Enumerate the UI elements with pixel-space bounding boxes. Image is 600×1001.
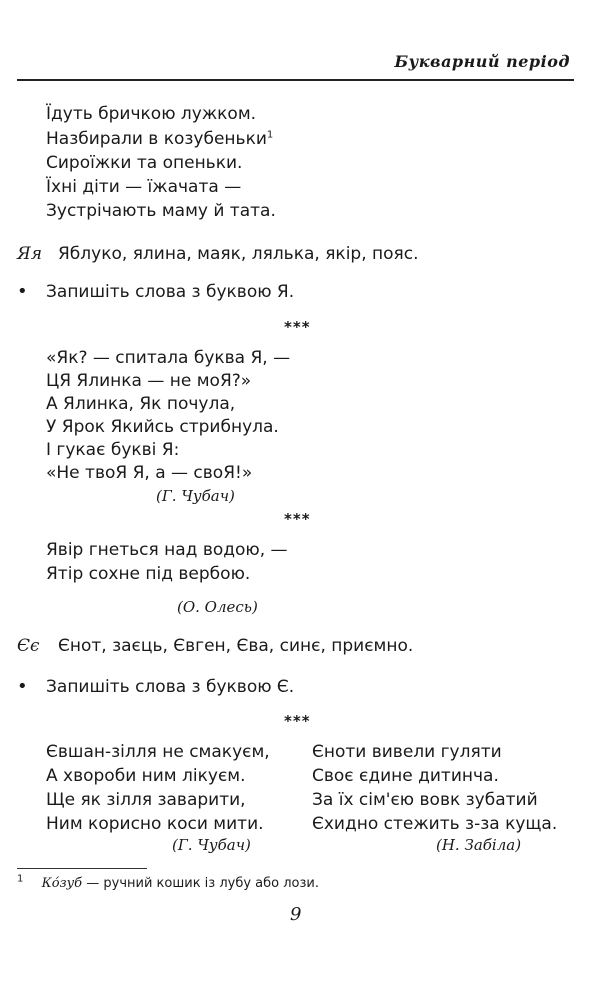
task-bullet: • [17, 281, 28, 302]
task-ya: Запишіть слова з буквою Я. [46, 282, 295, 302]
footnote-number: 1 [17, 873, 24, 885]
poem2-line: ЦЯ Ялинка — не моЯ?» [46, 371, 252, 391]
letter-marker-ye: Єє [17, 636, 40, 656]
poem4-author: (Г. Чубач) [172, 836, 251, 854]
poem3-line: Явір гнеться над водою, — [46, 540, 288, 560]
page-number: 9 [290, 904, 302, 925]
footnote-rule [17, 868, 147, 869]
separator-stars: *** [284, 712, 311, 730]
letter-marker-ya: Яя [17, 244, 42, 264]
poem2-line: У Ярок Якийсь стрибнула. [46, 417, 279, 437]
poem2-line: А Ялинка, Як почула, [46, 394, 236, 414]
footnote [17, 873, 320, 891]
separator-stars: *** [284, 510, 311, 528]
poem1-line-text: Назбирали в козубеньки [46, 129, 267, 149]
poem1-line: Зустрічають маму й тата. [46, 201, 276, 221]
poem1-line: Їдуть бричкою лужком. [46, 104, 257, 124]
poem5-line: За їх сім'єю вовк зубатий [312, 790, 538, 810]
task-bullet: • [17, 676, 28, 697]
poem1-line: Сироїжки та опеньки. [46, 153, 243, 173]
poem5-author: (Н. Забіла) [436, 836, 522, 854]
poem3-line: Ятір сохне під вербою. [46, 564, 251, 584]
example-words-ya: Яблуко, ялина, маяк, лялька, якір, пояс. [58, 244, 419, 264]
poem2-line: «Як? — спитала буква Я, — [46, 348, 291, 368]
task-ye: Запишіть слова з буквою Є. [46, 677, 295, 697]
footnote-definition: — ручний кошик із лубу або лози. [82, 876, 320, 891]
poem5-line: Своє єдине дитинча. [312, 766, 499, 786]
poem2-author: (Г. Чубач) [156, 487, 235, 505]
poem2-line: І гукає букві Я: [46, 440, 180, 460]
poem2-line: «Не твоЯ Я, а — своЯ!» [46, 463, 253, 483]
example-words-ye: Єнот, заєць, Євген, Єва, синє, приємно. [58, 636, 414, 656]
poem1-line [46, 129, 273, 149]
poem5-line: Єхидно стежить з-за куща. [312, 814, 558, 834]
running-head: Букварний період [394, 52, 570, 71]
footnote-ref: 1 [266, 129, 274, 141]
separator-stars: *** [284, 318, 311, 336]
poem4-line: Євшан-зілля не смакуєм, [46, 742, 270, 762]
poem4-line: Ще як зілля заварити, [46, 790, 246, 810]
header-rule [17, 79, 574, 81]
poem4-line: Ним корисно коси мити. [46, 814, 264, 834]
footnote-term: Ко́зуб [41, 876, 83, 891]
poem3-author: (О. Олесь) [177, 598, 258, 616]
poem5-line: Єноти вивели гуляти [312, 742, 502, 762]
poem1-line: Їхні діти — їжачата — [46, 177, 242, 197]
poem4-line: А хвороби ним лікуєм. [46, 766, 246, 786]
